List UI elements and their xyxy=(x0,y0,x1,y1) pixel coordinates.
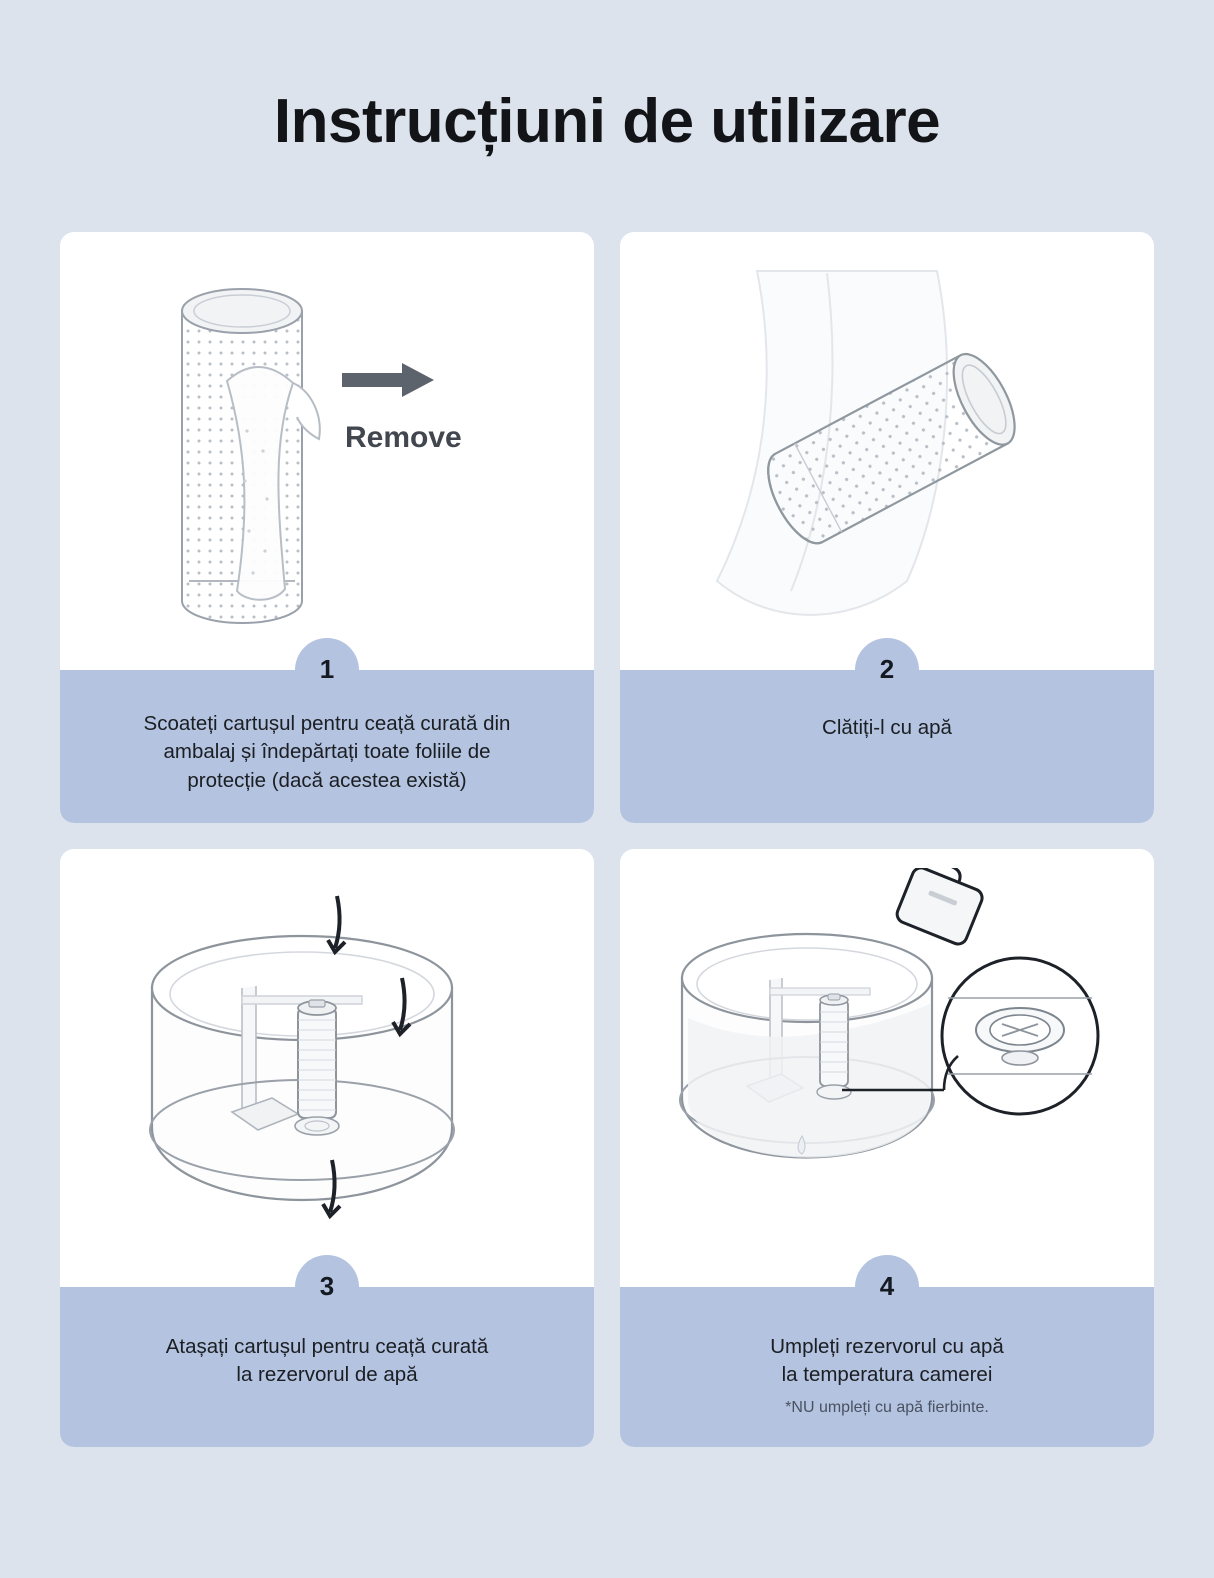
step-3-illustration xyxy=(60,849,594,1287)
step-4-illustration xyxy=(620,849,1154,1287)
caption-line: Umpleți rezervorul cu apă xyxy=(770,1334,1004,1358)
caption-line: Atașați cartușul pentru ceață curată xyxy=(165,1334,489,1358)
caption-line: la rezervorul de apă xyxy=(236,1363,418,1387)
step-number-badge-4: 4 xyxy=(855,1255,919,1319)
step-card-4 xyxy=(620,849,1154,1448)
step-number-badge-1: 1 xyxy=(295,638,359,702)
caption-line: protecție (dacă acestea există) xyxy=(187,768,467,792)
cartridge-peel-film-icon xyxy=(97,251,557,651)
page-title: Instrucțiuni de utilizare xyxy=(273,87,941,156)
caption-line: Scoateți cartușul pentru ceață curată din xyxy=(143,712,511,735)
cartridge-rinse-water-icon xyxy=(657,251,1117,651)
caption-note: *NU umpleți cu apă fierbinte. xyxy=(785,1399,989,1417)
step-card-1 xyxy=(60,232,594,823)
step-3-caption xyxy=(60,1270,594,1448)
steps-grid xyxy=(60,232,1154,1447)
step-1-caption xyxy=(60,654,594,823)
step-1-illustration xyxy=(60,232,594,670)
step-number-badge-2: 2 xyxy=(855,638,919,702)
caption-line: Clătiți-l cu apă xyxy=(822,716,952,739)
step-card-3 xyxy=(60,849,594,1448)
humidifier-attach-cartridge-icon xyxy=(92,868,562,1268)
step-card-2 xyxy=(620,232,1154,823)
caption-line: ambalaj și îndepărtați toate foliile de xyxy=(163,740,491,764)
arrow-right-icon xyxy=(342,363,434,397)
humidifier-fill-water-icon xyxy=(652,868,1122,1268)
caption-line: la temperatura camerei xyxy=(781,1363,993,1387)
step-2-caption xyxy=(620,654,1154,823)
remove-label: Remove xyxy=(345,421,462,454)
step-4-caption xyxy=(620,1270,1154,1448)
step-number-badge-3: 3 xyxy=(295,1255,359,1319)
step-2-illustration xyxy=(620,232,1154,670)
